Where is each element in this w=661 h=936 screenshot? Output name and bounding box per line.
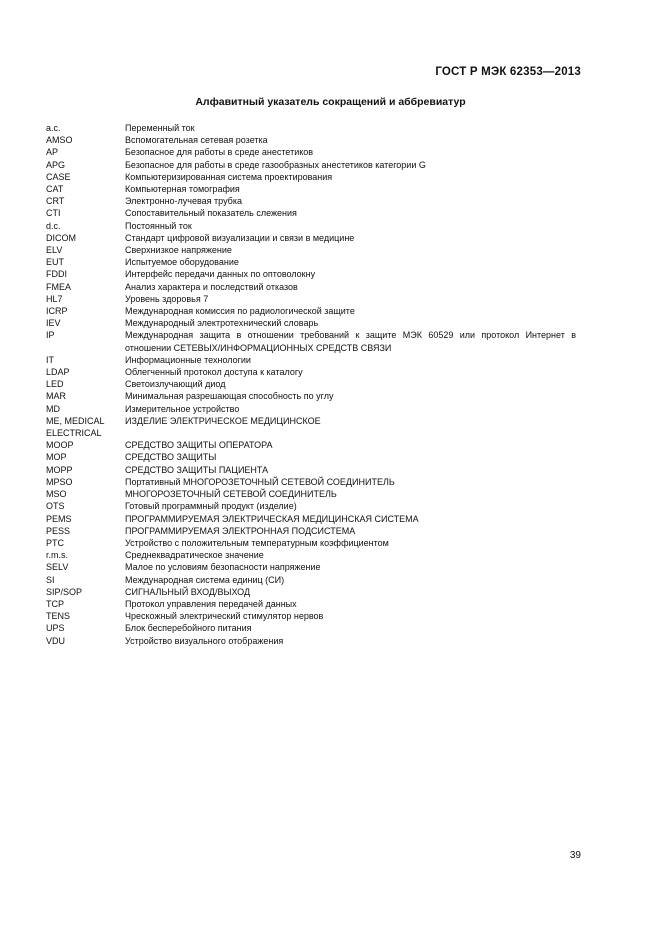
abbreviation-term: d.c.: [46, 220, 61, 231]
abbreviation-term: AP: [46, 147, 59, 158]
list-item: [46, 525, 576, 537]
abbreviation-term: IT: [46, 354, 54, 365]
abbreviation-term: PTC: [46, 537, 64, 548]
abbreviation-definition: Международный электротехнический словарь: [125, 318, 319, 329]
abbreviation-definition: СРЕДСТВО ЗАЩИТЫ ОПЕРАТОРА: [125, 440, 273, 451]
abbreviation-term: SI: [46, 574, 55, 585]
list-item: [46, 610, 576, 622]
abbreviation-term: MPSO: [46, 476, 73, 487]
abbreviation-term: FDDI: [46, 269, 67, 280]
abbreviation-term: TENS: [46, 611, 71, 622]
list-item: [46, 378, 576, 390]
abbreviation-term: APG: [46, 159, 66, 170]
abbreviation-definition: Постоянный ток: [125, 220, 192, 231]
abbreviation-definition: Компьютеризированная система проектирования: [125, 171, 333, 182]
abbreviation-definition: Среднеквадратическое значение: [125, 550, 264, 561]
abbreviation-definition: Переменный ток: [125, 123, 195, 133]
list-item: [46, 329, 576, 353]
abbreviation-definition: Блок бесперебойного питания: [125, 623, 252, 634]
list-item: [46, 195, 576, 207]
abbreviation-term: r.m.s.: [46, 550, 68, 561]
abbreviation-term: MOPP: [46, 464, 73, 475]
abbreviation-definition: Устройство с положительным температурным коэффициентом: [125, 537, 389, 548]
list-item: [46, 451, 576, 463]
abbreviation-definition: Международная комиссия по радиологической защите: [125, 306, 355, 317]
abbreviation-definition: Электронно-лучевая трубка: [125, 196, 242, 207]
abbreviation-term: LED: [46, 379, 64, 390]
list-item: [46, 415, 576, 439]
abbreviation-definition: СРЕДСТВО ЗАЩИТЫ: [125, 452, 217, 463]
standard-id-header: ГОСТ Р МЭК 62353—2013: [435, 66, 581, 78]
abbreviation-term: SIP/SOP: [46, 586, 83, 597]
abbreviation-definition: Светоизлучающий диод: [125, 379, 226, 390]
abbreviation-term: TCP: [46, 598, 64, 609]
abbreviation-term: MSO: [46, 489, 67, 500]
abbreviation-term: a.c.: [46, 123, 61, 133]
abbreviation-term: DICOM: [46, 232, 76, 243]
abbreviation-term: MOOP: [46, 440, 74, 451]
abbreviation-definition: Международная система единиц (СИ): [125, 574, 285, 585]
abbreviation-term: FMEA: [46, 281, 72, 292]
list-item: [46, 488, 576, 500]
abbreviation-definition: Сверхнизкое напряжение: [125, 245, 232, 256]
abbreviation-definition: Уровень здоровья 7: [125, 293, 209, 304]
abbreviation-definition: ИЗДЕЛИЕ ЭЛЕКТРИЧЕСКОЕ МЕДИЦИНСКОЕ: [125, 415, 321, 426]
list-item: [46, 403, 576, 415]
abbreviation-term: ICRP: [46, 306, 68, 317]
list-item: [46, 171, 576, 183]
abbreviation-term: CAT: [46, 184, 64, 195]
abbreviation-definition: Безопасное для работы в среде анестетиков: [125, 147, 314, 158]
abbreviation-term: UPS: [46, 623, 65, 634]
abbreviation-term: MAR: [46, 391, 66, 402]
abbreviation-term: LDAP: [46, 367, 70, 378]
abbreviation-term: ME, MEDICAL ELECTRICAL: [46, 415, 105, 439]
list-item: [46, 549, 576, 561]
list-item: [46, 134, 576, 146]
abbreviation-list: [46, 122, 576, 647]
page-title: Алфавитный указатель сокращений и аббревиатур: [195, 96, 466, 108]
list-item: [46, 500, 576, 512]
abbreviation-definition: Малое по условиям безопасности напряжение: [125, 562, 321, 573]
list-item: [46, 635, 576, 647]
list-item: [46, 293, 576, 305]
abbreviation-term: SELV: [46, 562, 69, 573]
abbreviation-term: IP: [46, 330, 55, 341]
list-item: [46, 122, 576, 134]
abbreviation-definition: Международная защита в отношении требований к защите МЭК 60529 или протокол Интернет в отношении СЕТЕВЫХ/ИНФОРМАЦИОННЫХ СРЕДСТВ СВЯЗИ: [125, 330, 576, 353]
list-item: [46, 256, 576, 268]
abbreviation-term: HL7: [46, 293, 63, 304]
list-item: [46, 439, 576, 451]
abbreviation-definition: Протокол управления передачей данных: [125, 598, 297, 609]
abbreviation-definition: Компьютерная томография: [125, 184, 240, 195]
list-item: [46, 159, 576, 171]
abbreviation-term: AMSO: [46, 135, 73, 146]
list-item: [46, 268, 576, 280]
abbreviation-term: MD: [46, 403, 60, 414]
list-item: [46, 366, 576, 378]
abbreviation-term: MOP: [46, 452, 67, 463]
abbreviation-term: OTS: [46, 501, 65, 512]
list-item: [46, 146, 576, 158]
list-item: [46, 513, 576, 525]
abbreviation-term: CRT: [46, 196, 65, 207]
abbreviation-definition: СИГНАЛЬНЫЙ ВХОД/ВЫХОД: [125, 586, 251, 597]
abbreviation-definition: Информационные технологии: [125, 354, 251, 365]
list-item: [46, 390, 576, 402]
abbreviation-definition: МНОГОРОЗЕТОЧНЫЙ СЕТЕВОЙ СОЕДИНИТЕЛЬ: [125, 489, 337, 500]
abbreviation-term: PESS: [46, 525, 71, 536]
abbreviation-term: CTI: [46, 208, 61, 219]
list-item: [46, 220, 576, 232]
list-item: [46, 183, 576, 195]
list-item: [46, 232, 576, 244]
list-item: [46, 574, 576, 586]
abbreviation-definition: Чрескожный электрический стимулятор нервов: [125, 611, 324, 622]
abbreviation-definition: Минимальная разрешающая способность по углу: [125, 391, 334, 402]
list-item: [46, 622, 576, 634]
abbreviation-term: CASE: [46, 171, 71, 182]
list-item: [46, 281, 576, 293]
list-item: [46, 244, 576, 256]
abbreviation-definition: Сопоставительный показатель слежения: [125, 208, 297, 219]
abbreviation-definition: Безопасное для работы в среде газообразных анестетиков категории G: [125, 159, 426, 170]
list-item: [46, 537, 576, 549]
list-item: [46, 476, 576, 488]
list-item: [46, 207, 576, 219]
list-item: [46, 305, 576, 317]
list-item: [46, 598, 576, 610]
abbreviation-term: ELV: [46, 245, 63, 256]
abbreviation-definition: Анализ характера и последствий отказов: [125, 281, 298, 292]
abbreviation-definition: Готовый программный продукт (изделие): [125, 501, 297, 512]
abbreviation-term: IEV: [46, 318, 61, 329]
abbreviation-definition: Испытуемое оборудование: [125, 257, 239, 268]
list-item: [46, 586, 576, 598]
page-number: 39: [569, 850, 581, 861]
list-item: [46, 561, 576, 573]
abbreviation-definition: Измерительное устройство: [125, 403, 240, 414]
abbreviation-definition: Вспомогательная сетевая розетка: [125, 135, 268, 146]
abbreviation-definition: ПРОГРАММИРУЕМАЯ ЭЛЕКТРИЧЕСКАЯ МЕДИЦИНСКАЯ СИСТЕМА: [125, 513, 419, 524]
abbreviation-definition: Облегченный протокол доступа к каталогу: [125, 367, 303, 378]
abbreviation-definition: Портативный МНОГОРОЗЕТОЧНЫЙ СЕТЕВОЙ СОЕДИНИТЕЛЬ: [125, 476, 395, 487]
abbreviation-definition: СРЕДСТВО ЗАЩИТЫ ПАЦИЕНТА: [125, 464, 269, 475]
abbreviation-term: PEMS: [46, 513, 72, 524]
list-item: [46, 464, 576, 476]
list-item: [46, 354, 576, 366]
abbreviation-definition: Устройство визуального отображения: [125, 635, 284, 646]
list-item: [46, 317, 576, 329]
abbreviation-term: VDU: [46, 635, 66, 646]
abbreviation-term: EUT: [46, 257, 64, 268]
abbreviation-definition: Стандарт цифровой визуализации и связи в медицине: [125, 232, 355, 243]
abbreviation-definition: ПРОГРАММИРУЕМАЯ ЭЛЕКТРОННАЯ ПОДСИСТЕМА: [125, 525, 356, 536]
abbreviation-definition: Интерфейс передачи данных по оптоволокну: [125, 269, 316, 280]
